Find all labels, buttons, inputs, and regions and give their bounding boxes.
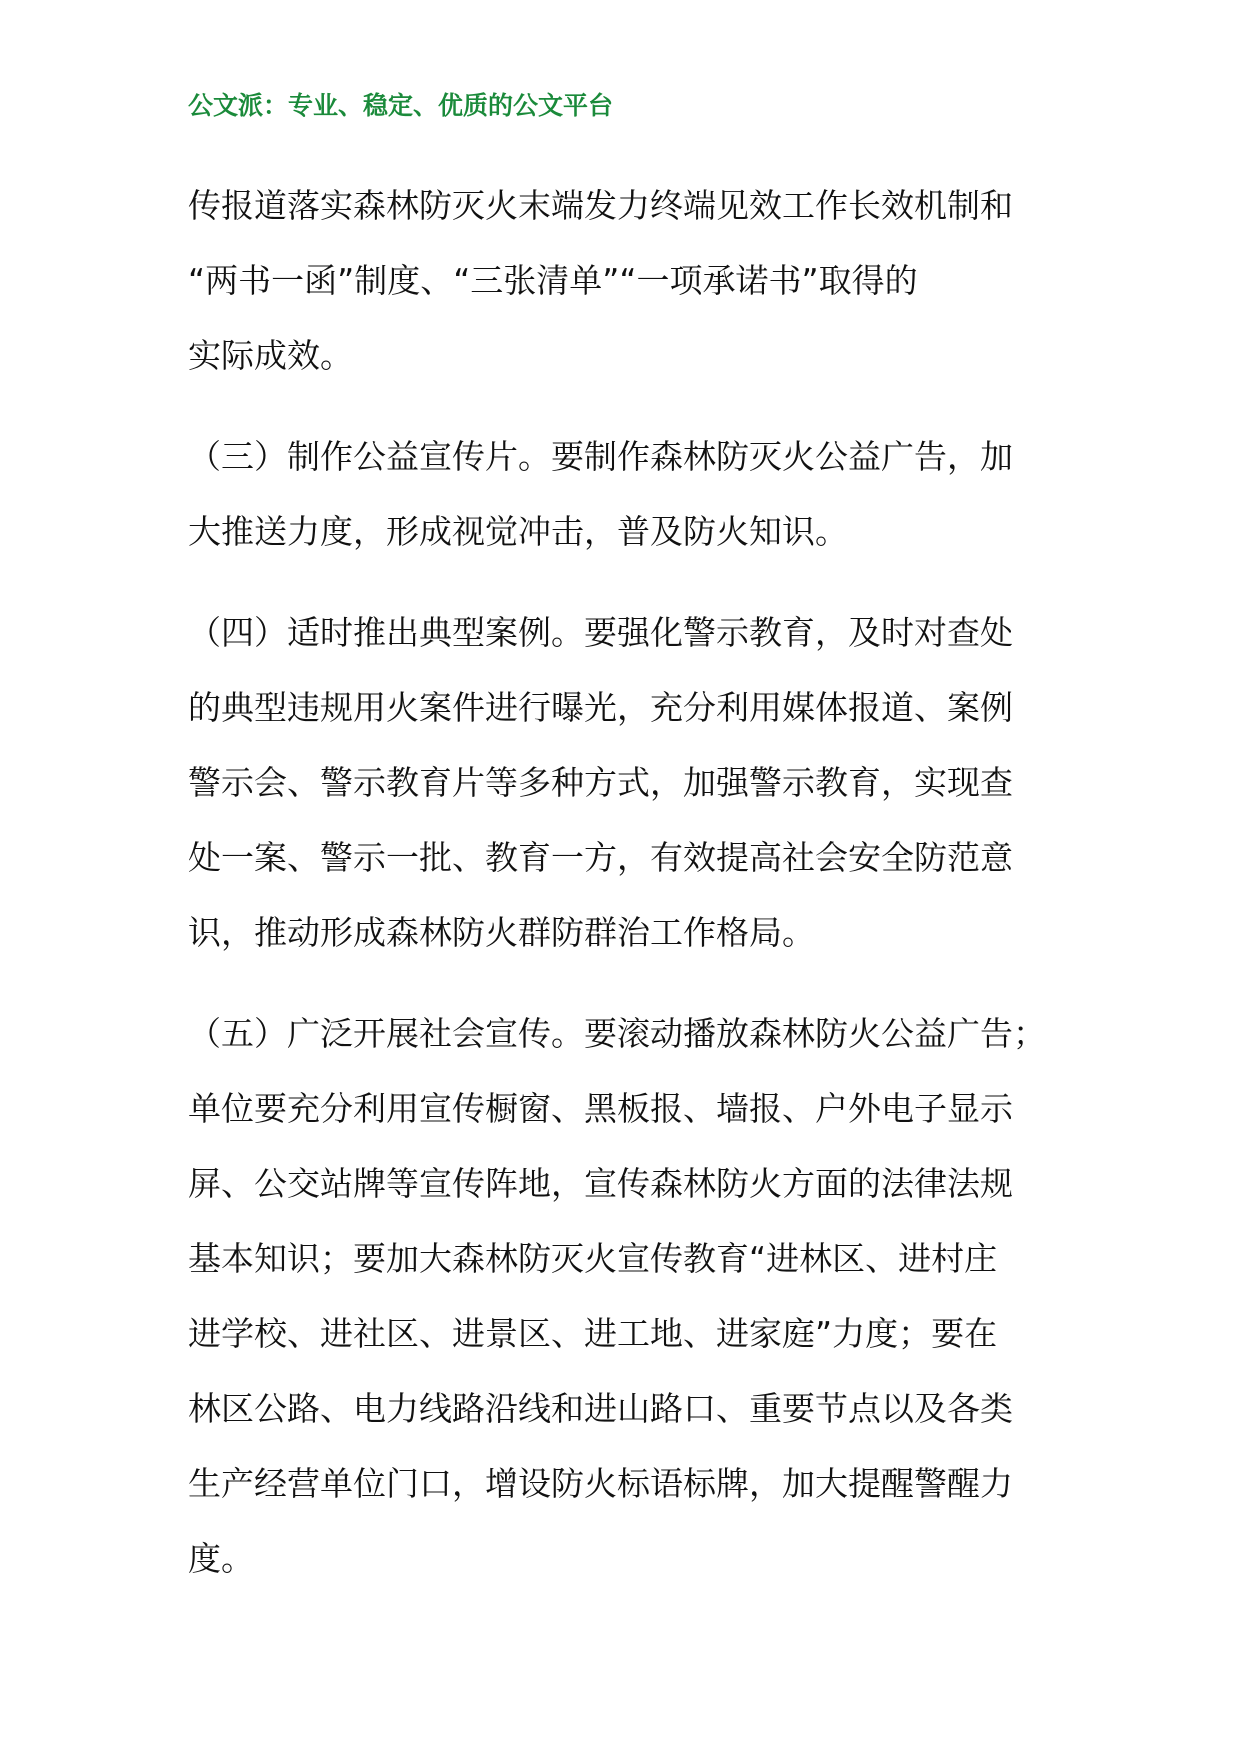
text-line: 基本知识；要加大森林防灭火宣传教育“进林区、进村庄 — [188, 1239, 998, 1278]
text-line: 进学校、进社区、进景区、进工地、进家庭”力度；要在 — [188, 1314, 998, 1353]
text-line: （三）制作公益宣传片。要制作森林防灭火公益广告，加 — [188, 437, 1013, 476]
text-line: 实际成效。 — [188, 336, 353, 375]
text-line: 生产经营单位门口，增设防火标语标牌，加大提醒警醒力 — [188, 1464, 1013, 1503]
paragraph — [188, 419, 1068, 569]
paragraph — [188, 595, 1068, 970]
page-header: 公文派：专业、稳定、优质的公文平台 — [188, 91, 614, 120]
text-line: 处一案、警示一批、教育一方，有效提高社会安全防范意 — [188, 838, 1013, 877]
text-line: 识，推动形成森林防火群防群治工作格局。 — [188, 913, 815, 952]
text-line: 警示会、警示教育片等多种方式，加强警示教育，实现查 — [188, 763, 1013, 802]
text-line: 传报道落实森林防灭火末端发力终端见效工作长效机制和 — [188, 186, 1013, 225]
text-line: （四）适时推出典型案例。要强化警示教育，及时对查处 — [188, 613, 1013, 652]
document-body — [188, 168, 1068, 1596]
text-line: 林区公路、电力线路沿线和进山路口、重要节点以及各类 — [188, 1389, 1013, 1428]
text-line: 的典型违规用火案件进行曝光，充分利用媒体报道、案例 — [188, 688, 1013, 727]
text-line: （五）广泛开展社会宣传。要滚动播放森林防火公益广告； — [188, 1014, 1046, 1053]
text-line: 大推送力度，形成视觉冲击，普及防火知识。 — [188, 512, 848, 551]
text-line: “两书一函”制度、“三张清单”“一项承诺书”取得的 — [188, 261, 918, 300]
text-line: 度。 — [188, 1539, 254, 1578]
paragraph — [188, 168, 1068, 393]
text-line: 屏、公交站牌等宣传阵地，宣传森林防火方面的法律法规 — [188, 1164, 1013, 1203]
paragraph — [188, 996, 1068, 1596]
text-line: 单位要充分利用宣传橱窗、黑板报、墙报、户外电子显示 — [188, 1089, 1013, 1128]
